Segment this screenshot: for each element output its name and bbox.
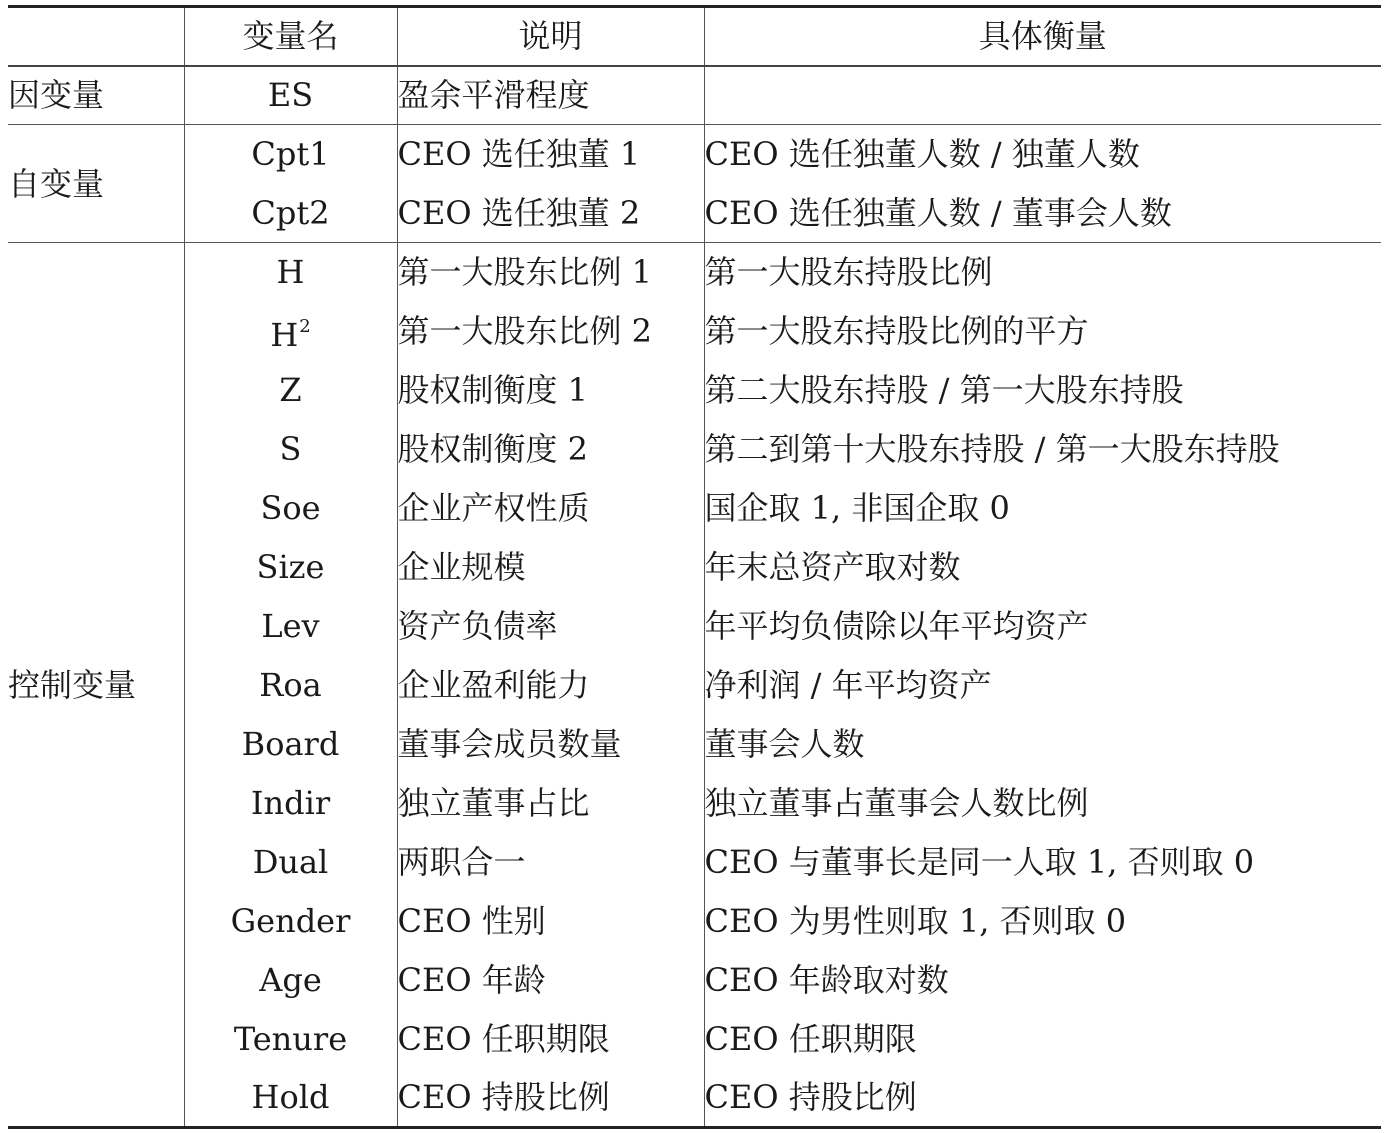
measure-cell: CEO 选任独董人数 / 独董人数: [704, 125, 1381, 184]
measure-cell: 第二大股东持股 / 第一大股东持股: [704, 361, 1381, 420]
table-row: [8, 479, 1381, 538]
table-group: [8, 243, 1381, 1128]
category-cell: 控制变量: [8, 665, 137, 704]
variable-name-cell: [184, 302, 397, 361]
description-cell: 企业盈利能力: [397, 656, 704, 715]
table-row: [8, 951, 1381, 1010]
variable-name-cell: [184, 656, 397, 715]
variable-name-cell: [184, 774, 397, 833]
description-cell: CEO 选任独董 1: [397, 125, 704, 184]
description-cell: CEO 持股比例: [397, 1069, 704, 1128]
table-row: [8, 656, 1381, 715]
variable-name-text: Soe: [260, 489, 321, 527]
description-cell: 第一大股东比例 1: [397, 243, 704, 302]
table-row: [8, 774, 1381, 833]
measure-cell: CEO 选任独董人数 / 董事会人数: [704, 184, 1381, 243]
description-cell: 盈余平滑程度: [397, 66, 704, 125]
measure-cell: 董事会人数: [704, 715, 1381, 774]
description-cell: CEO 任职期限: [397, 1010, 704, 1069]
measure-cell: 国企取 1, 非国企取 0: [704, 479, 1381, 538]
table-row: [8, 597, 1381, 656]
variable-name-text: Tenure: [233, 1020, 348, 1058]
variable-name-text: Cpt1: [251, 135, 330, 174]
table-row: [8, 538, 1381, 597]
measure-cell: [704, 66, 1381, 125]
header-description: 说明: [397, 7, 704, 66]
table-row: [8, 66, 1381, 125]
variable-name-text: ES: [267, 76, 314, 115]
variable-name-cell: [184, 66, 397, 125]
description-cell: 董事会成员数量: [397, 715, 704, 774]
variable-name-cell: [184, 892, 397, 951]
variable-name-cell: [184, 951, 397, 1010]
variable-name-cell: [184, 715, 397, 774]
table-row: [8, 125, 1381, 184]
table-row: [8, 420, 1381, 479]
variable-name-text: Lev: [261, 607, 320, 645]
measure-cell: 第一大股东持股比例: [704, 243, 1381, 302]
variable-definition-table: [8, 5, 1381, 1129]
description-cell: CEO 选任独董 2: [397, 184, 704, 243]
variable-name-cell: [184, 538, 397, 597]
variable-name-cell: [184, 243, 397, 302]
measure-cell: CEO 任职期限: [704, 1010, 1381, 1069]
variable-name-text: Hold: [251, 1078, 330, 1117]
variable-name-cell: [184, 597, 397, 656]
variable-name-cell: [184, 833, 397, 892]
variable-name-cell: [184, 125, 397, 184]
variable-exponent: 2: [299, 316, 311, 337]
description-cell: 独立董事占比: [397, 774, 704, 833]
table-row: [8, 1010, 1381, 1069]
variable-name-cell: [184, 1010, 397, 1069]
measure-cell: 独立董事占董事会人数比例: [704, 774, 1381, 833]
measure-cell: CEO 为男性则取 1, 否则取 0: [704, 892, 1381, 951]
variable-name-cell: [184, 1069, 397, 1128]
variable-name-text: Z: [279, 371, 302, 409]
measure-cell: CEO 持股比例: [704, 1069, 1381, 1128]
header-variable-name: 变量名: [184, 7, 397, 66]
description-cell: 两职合一: [397, 833, 704, 892]
variable-name-cell: [184, 361, 397, 420]
category-cell: 因变量: [8, 76, 105, 115]
description-cell: CEO 性别: [397, 892, 704, 951]
variable-name-text: Indir: [250, 784, 331, 822]
table-group: [8, 66, 1381, 125]
table-row: [8, 361, 1381, 420]
description-cell: 资产负债率: [397, 597, 704, 656]
description-cell: 第一大股东比例 2: [397, 302, 704, 361]
measure-cell: CEO 与董事长是同一人取 1, 否则取 0: [704, 833, 1381, 892]
table-row: [8, 243, 1381, 302]
table-row: [8, 302, 1381, 361]
description-cell: CEO 年龄: [397, 951, 704, 1010]
variable-definition-table-container: [8, 5, 1381, 1127]
variable-name-cell: [184, 479, 397, 538]
table-row: [8, 833, 1381, 892]
variable-name-text: H: [270, 316, 299, 354]
table-row: [8, 184, 1381, 243]
header-row: [8, 7, 1381, 66]
variable-name-cell: [184, 184, 397, 243]
variable-name-text: H: [276, 253, 305, 292]
measure-cell: 净利润 / 年平均资产: [704, 656, 1381, 715]
description-cell: 股权制衡度 2: [397, 420, 704, 479]
table-row: [8, 1069, 1381, 1128]
measure-cell: CEO 年龄取对数: [704, 951, 1381, 1010]
measure-cell: 第二到第十大股东持股 / 第一大股东持股: [704, 420, 1381, 479]
measure-cell: 年末总资产取对数: [704, 538, 1381, 597]
variable-name-text: Size: [256, 548, 325, 586]
category-cell: 自变量: [8, 164, 105, 203]
variable-name-text: S: [279, 430, 302, 468]
variable-name-text: Cpt2: [251, 193, 330, 232]
table-row: [8, 892, 1381, 951]
variable-name-text: Age: [259, 961, 322, 999]
variable-name-text: Dual: [252, 843, 329, 881]
table-row: [8, 715, 1381, 774]
variable-name-text: Gender: [230, 902, 351, 940]
description-cell: 企业规模: [397, 538, 704, 597]
header-measure: 具体衡量: [704, 7, 1381, 66]
table-header: [8, 7, 1381, 66]
variable-name-text: Board: [241, 725, 340, 763]
description-cell: 企业产权性质: [397, 479, 704, 538]
variable-name-text: Roa: [259, 666, 322, 704]
variable-name-cell: [184, 420, 397, 479]
measure-cell: 第一大股东持股比例的平方: [704, 302, 1381, 361]
measure-cell: 年平均负债除以年平均资产: [704, 597, 1381, 656]
header-category: [8, 7, 184, 66]
description-cell: 股权制衡度 1: [397, 361, 704, 420]
table-group: [8, 125, 1381, 243]
